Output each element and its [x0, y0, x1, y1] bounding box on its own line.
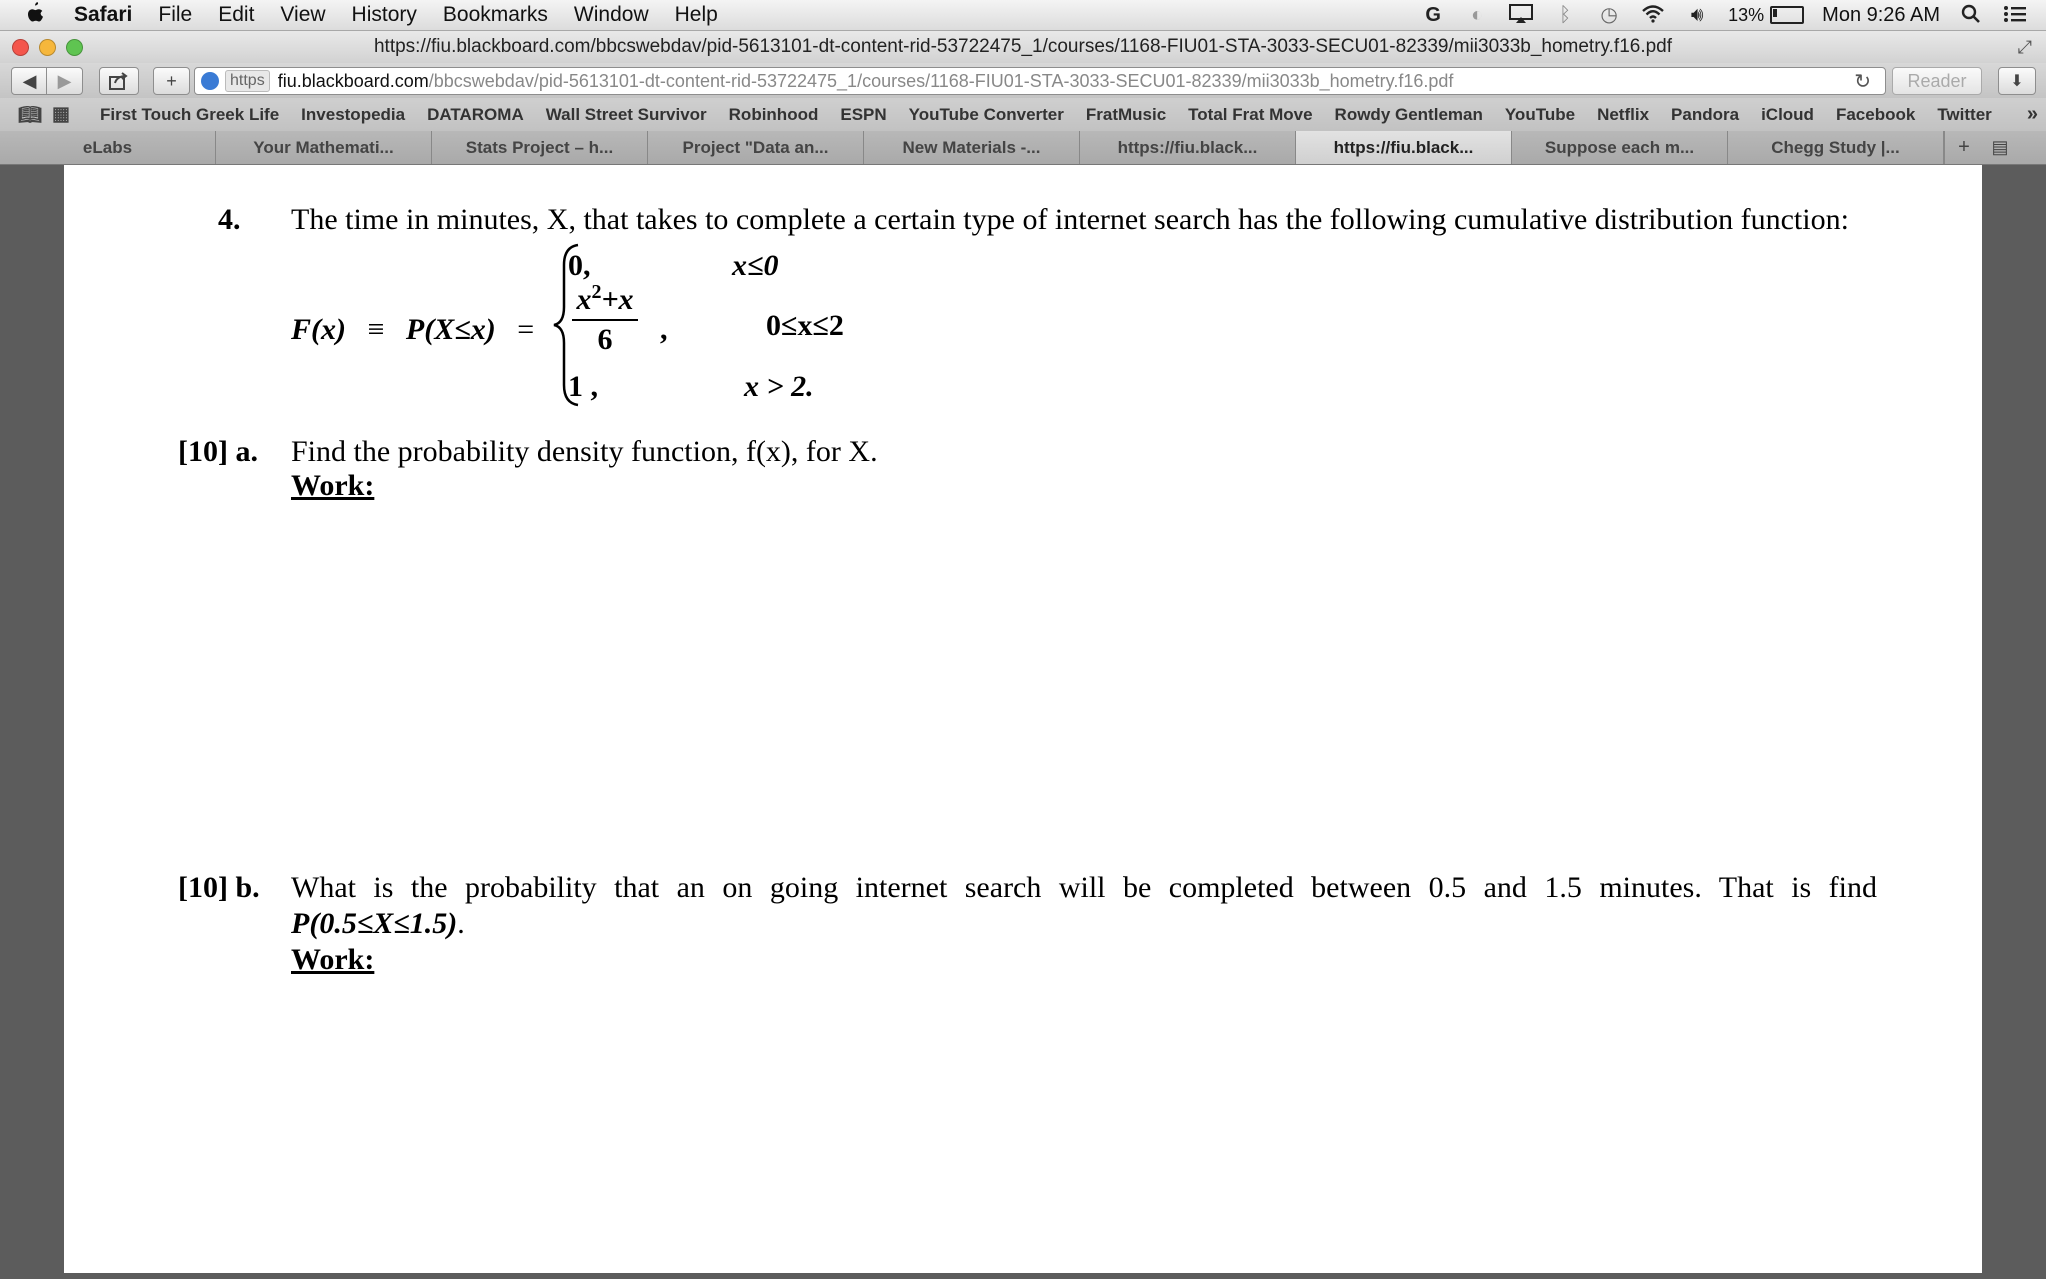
share-button[interactable] — [99, 67, 139, 95]
airplay-icon[interactable] — [1508, 4, 1534, 26]
window-title: https://fiu.blackboard.com/bbcswebdav/pid-5613101-dt-content-rid-53722475_1/courses/1168-FIU01-STA-3033-SECU01-82339/mii3033b_hometry.f16.pdf — [373, 36, 1673, 57]
tab[interactable] — [1728, 131, 1944, 164]
status-menus — [1420, 0, 2028, 30]
menu-bar — [0, 0, 2046, 31]
zoom-window-button[interactable] — [66, 39, 83, 56]
menu-file[interactable]: File — [158, 3, 193, 26]
reading-list-icon[interactable]: 📖︎ — [18, 104, 43, 126]
part-b-expression — [291, 907, 457, 940]
part-a-work-heading: Work: — [291, 469, 375, 502]
spotlight-icon[interactable] — [1958, 4, 1984, 26]
tab-label: Stats Project – h... — [465, 137, 614, 157]
case2-fraction — [572, 283, 638, 357]
bookmark-item[interactable]: Robinhood — [728, 104, 819, 124]
tab-label: New Materials -... — [902, 137, 1041, 157]
more-bookmarks-icon[interactable]: » — [2026, 103, 2038, 125]
tab-active[interactable] — [1296, 131, 1512, 164]
bookmark-item[interactable]: Wall Street Survivor — [545, 104, 707, 124]
tab-label: eLabs — [82, 137, 133, 157]
bluetooth-icon[interactable]: ᛒ — [1559, 4, 1572, 26]
bookmark-item[interactable]: Investopedia — [301, 104, 406, 124]
tab-label: Your Mathemati... — [253, 137, 394, 157]
menu-window[interactable]: Window — [573, 3, 649, 26]
tab-overview-icon[interactable]: ▤ — [1991, 137, 2009, 157]
tab[interactable] — [0, 131, 216, 164]
cdf-equiv: ≡ — [367, 313, 385, 346]
battery-icon — [1770, 6, 1804, 24]
menu-edit[interactable]: Edit — [218, 3, 255, 26]
menu-bookmarks[interactable]: Bookmarks — [442, 3, 548, 26]
battery-percent: 13% — [1728, 4, 1765, 25]
menu-help[interactable]: Help — [674, 3, 718, 26]
cdf-lhs — [291, 313, 534, 347]
case3-value: 1 , — [568, 370, 598, 403]
tab[interactable] — [1512, 131, 1728, 164]
probability-expression: P(0.5≤X≤1.5) — [291, 907, 458, 940]
cdf-f: F(x) — [291, 313, 346, 346]
tab-label: Project "Data an... — [682, 137, 829, 157]
bookmark-item[interactable]: FratMusic — [1085, 104, 1167, 124]
browser-toolbar — [0, 63, 2046, 98]
part-b-period: . — [457, 907, 465, 940]
bookmark-item[interactable]: Rowdy Gentleman — [1334, 104, 1483, 124]
url-path: /bbcswebdav/pid-5613101-dt-content-rid-53722475_1/courses/1168-FIU01-STA-3033-SECU01-82339/mii3033b_hometry.f16.pdf — [428, 70, 1454, 91]
bookmark-item[interactable]: YouTube Converter — [908, 104, 1064, 124]
case1-condition: x≤0 — [732, 249, 779, 282]
tab-label: https://fiu.black... — [1117, 137, 1258, 157]
fraction-numerator — [572, 283, 638, 321]
bookmark-item[interactable]: ESPN — [840, 104, 887, 124]
globe-icon — [201, 72, 219, 90]
download-icon: ⬇ — [2010, 73, 2024, 90]
address-bar[interactable] — [194, 67, 1886, 95]
cdf-equals: = — [517, 313, 535, 346]
window-title-bar — [0, 31, 2046, 63]
numerator-exponent: 2 — [591, 281, 602, 303]
new-tab-plus-icon[interactable]: + — [1944, 131, 1983, 164]
volume-icon[interactable]: 🔊︎ — [1690, 4, 1704, 26]
downloads-button[interactable] — [1998, 67, 2036, 95]
bookmark-item[interactable]: iCloud — [1761, 104, 1814, 124]
notification-center-icon[interactable] — [2002, 4, 2028, 26]
part-b-work-heading: Work: — [291, 943, 375, 976]
forward-arrow-icon: ▶ — [57, 70, 72, 91]
tab[interactable] — [432, 131, 648, 164]
apple-icon[interactable] — [24, 1, 56, 30]
back-arrow-icon: ◀ — [22, 70, 37, 91]
top-sites-icon[interactable]: ▦ — [52, 104, 70, 125]
grammarly-icon[interactable]: G — [1425, 4, 1441, 26]
battery-status[interactable] — [1728, 5, 1804, 26]
case3-condition: x > 2. — [744, 370, 814, 403]
bookmark-item[interactable]: Twitter — [1937, 104, 1992, 124]
cdf-p: P(X≤x) — [405, 313, 496, 346]
time-machine-icon[interactable]: ◷ — [1600, 4, 1618, 26]
bookmark-item[interactable]: Total Frat Move — [1188, 104, 1313, 124]
window-controls — [12, 39, 83, 56]
sync-icon[interactable]: ◐ — [1471, 4, 1484, 26]
case1-value: 0, — [568, 249, 591, 282]
menu-safari[interactable]: Safari — [74, 3, 133, 26]
tab-label: Suppose each m... — [1544, 137, 1695, 157]
bookmark-item[interactable]: DATAROMA — [427, 104, 524, 124]
part-b-text: What is the probability that an on going internet search will be completed between 0.5 and 1.5 minutes. That is find — [291, 871, 1877, 904]
url-domain: fiu.blackboard.com — [277, 70, 429, 91]
tab[interactable] — [1080, 131, 1296, 164]
part-a-label: [10] a. — [178, 435, 258, 468]
bookmarks-bar — [0, 98, 2046, 132]
case2-condition: 0≤x≤2 — [766, 309, 844, 342]
bookmark-item[interactable]: Pandora — [1671, 104, 1740, 124]
tab[interactable] — [216, 131, 432, 164]
tab[interactable] — [864, 131, 1080, 164]
tab-label: https://fiu.black... — [1333, 137, 1474, 157]
menu-history[interactable]: History — [351, 3, 417, 26]
bookmark-item[interactable]: YouTube — [1504, 104, 1576, 124]
case2-comma: , — [660, 313, 668, 346]
fullscreen-icon[interactable]: ⤢ — [2017, 37, 2032, 57]
menu-view[interactable]: View — [280, 3, 326, 26]
reload-icon[interactable]: ↻ — [1854, 70, 1871, 93]
part-b-label: [10] b. — [178, 871, 260, 904]
back-button[interactable] — [11, 67, 48, 95]
numerator-base: x — [576, 283, 592, 316]
bookmark-item[interactable]: Netflix — [1597, 104, 1650, 124]
bookmark-item[interactable]: First Touch Greek Life — [100, 104, 280, 124]
new-tab-button[interactable] — [153, 67, 190, 95]
question-number: 4. — [218, 203, 241, 236]
close-window-button[interactable] — [12, 39, 29, 56]
clock[interactable]: Mon 9:26 AM — [1822, 3, 1940, 26]
fraction-denominator: 6 — [597, 323, 613, 356]
tab-bar — [0, 131, 2046, 165]
pdf-page — [64, 165, 1982, 1273]
reader-button[interactable]: Reader — [1892, 67, 1982, 95]
https-lock-badge: https — [225, 70, 270, 92]
minimize-window-button[interactable] — [39, 39, 56, 56]
tab-label: Chegg Study |... — [1771, 137, 1900, 157]
question-text: The time in minutes, X, that takes to complete a certain type of internet search has the following cumulative distribution function: — [291, 203, 1849, 236]
plus-icon: + — [166, 70, 177, 91]
wifi-icon[interactable] — [1640, 4, 1666, 26]
share-icon — [109, 72, 129, 90]
part-a-text: Find the probability density function, f(x), for X. — [291, 435, 878, 468]
forward-button[interactable] — [46, 67, 83, 95]
tab[interactable] — [648, 131, 864, 164]
numerator-rest: +x — [601, 283, 634, 316]
part-b-expression-line — [291, 907, 465, 941]
pdf-viewer[interactable] — [0, 165, 2046, 1279]
bookmark-item[interactable]: Facebook — [1835, 104, 1916, 124]
